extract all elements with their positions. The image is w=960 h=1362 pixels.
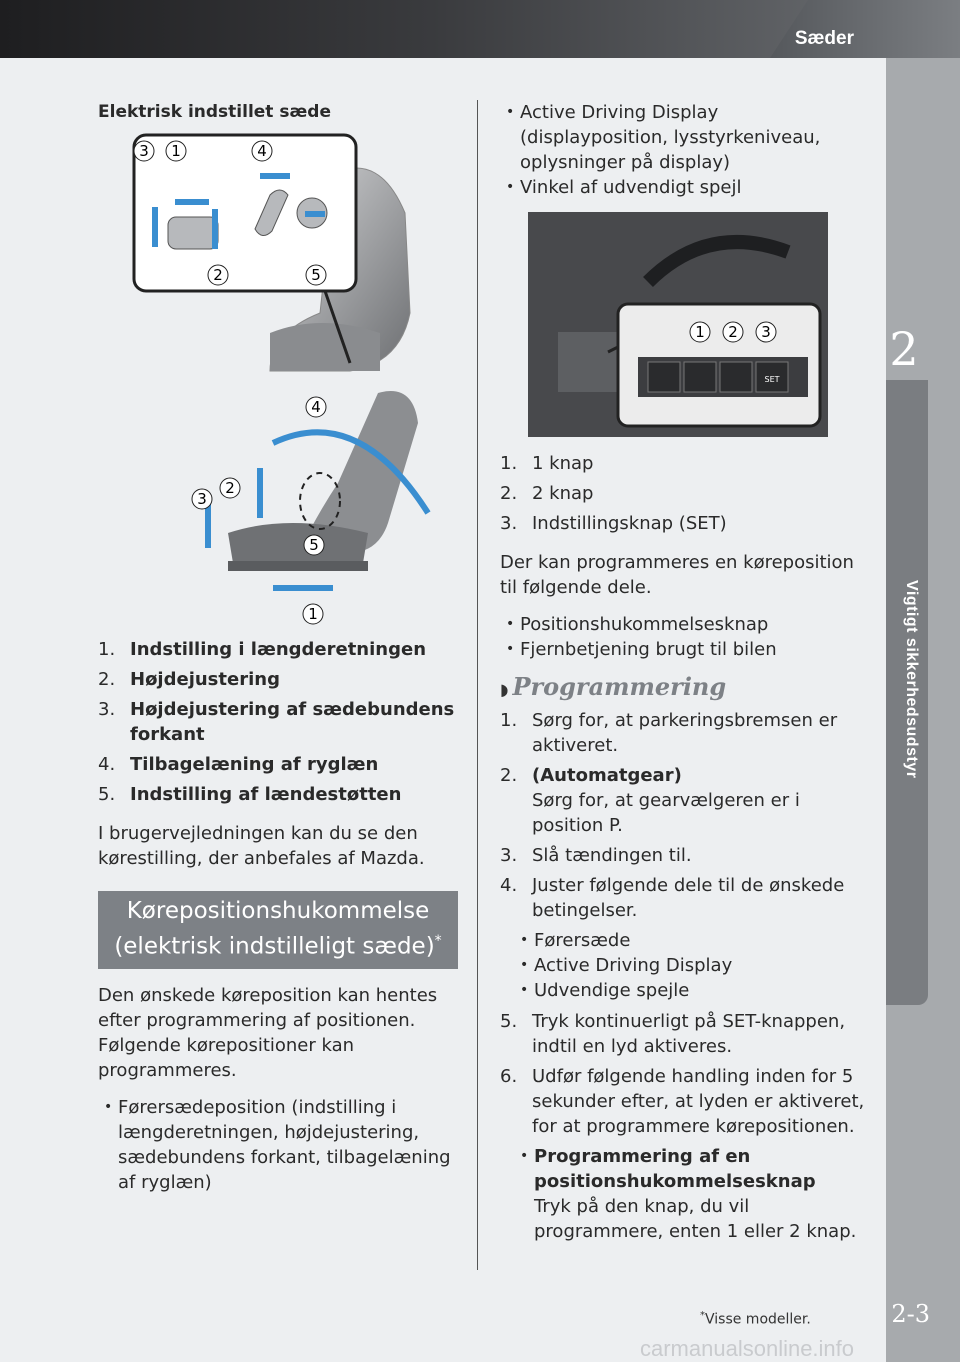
- seat-cushion-shape: [270, 323, 380, 371]
- chapter-title: Vigtigt sikkerhedsudstyr: [903, 580, 920, 779]
- callout-2: 2: [225, 479, 235, 497]
- memory-button-1: [684, 362, 716, 392]
- callout-5: 5: [311, 266, 321, 284]
- list-item: 5. Tryk kontinuerligt på SET-knappen, indtil en lyd aktiveres.: [500, 1011, 846, 1057]
- list-item: 2. 2 knap: [500, 483, 594, 504]
- memory-bullets: [98, 1095, 458, 1195]
- programming-steps: [500, 708, 870, 923]
- right-column: [500, 100, 870, 1244]
- list-item: • Førersædeposition (indstilling i længderetningen, højdejustering, sædebundens forkant, tilbagelæning af ryglæn): [98, 1095, 458, 1195]
- callout-3: 3: [197, 490, 207, 508]
- list-item: 4. Juster følgende dele til de ønskede betingelser.: [500, 875, 845, 921]
- subsection-heading: Elektrisk indstillet sæde: [98, 102, 331, 122]
- callout-1: 1: [695, 323, 705, 341]
- intro-text: Den ønskede køreposition kan hentes efter programmering af positionen. Følgende kørepositioner kan programmeres.: [98, 984, 438, 1081]
- program-intro: Der kan programmeres en køreposition til følgende dele.: [500, 552, 854, 598]
- step6-bullets: [514, 1144, 870, 1244]
- programming-heading: ◗ Programmering: [500, 672, 727, 701]
- column-divider: [477, 100, 478, 1270]
- seat-switch-shape: [168, 217, 218, 249]
- programming-steps-cont: [500, 1009, 870, 1139]
- list-item: 2. (Automatgear) Sørg for, at gearvælgeren er i position P.: [500, 765, 800, 836]
- set-button-label: SET: [764, 375, 780, 384]
- mirror-button-shape: [648, 362, 680, 392]
- footnote: *Visse modeller.: [700, 1310, 811, 1328]
- seat-adjustment-figure: [138, 383, 458, 633]
- section-heading: Kørepositionshukommelse (elektrisk indstilleligt sæde)*: [98, 891, 458, 969]
- callout-4: 4: [257, 142, 267, 160]
- chapter-number: 2: [889, 322, 919, 376]
- step4-bullets: [514, 928, 870, 1003]
- list-item: 6. Udfør følgende handling inden for 5 sekunder efter, at lyden er aktiveret, for at programmere kørepositionen.: [500, 1066, 865, 1137]
- list-item: • Active Driving Display (displayposition, lysstyrkeniveau, oplysninger på display): [500, 100, 870, 175]
- list-item: 5. Indstilling af lændestøtten: [98, 784, 402, 805]
- list-item: • Udvendige spejle: [514, 978, 870, 1003]
- list-item: 1. Indstilling i længderetningen: [98, 639, 427, 660]
- list-item: 1. 1 knap: [500, 453, 594, 474]
- callout-2: 2: [213, 266, 223, 284]
- list-item: 3. Slå tændingen til.: [500, 845, 692, 866]
- list-item: • Fjernbetjening brugt til bilen: [500, 637, 870, 662]
- seat-controls-figure: [120, 133, 440, 373]
- list-item: 4. Tilbagelæning af ryglæn: [98, 754, 379, 775]
- left-column: [98, 100, 458, 1195]
- watermark: carmanualsonline.info: [640, 1336, 855, 1361]
- list-item: • Førersæde: [514, 928, 870, 953]
- list-item: • Positionshukommelsesknap: [500, 612, 870, 637]
- memory-bullets-cont: [500, 100, 870, 200]
- seat-cushion-shape: [228, 523, 368, 563]
- section-title: Sæder: [794, 28, 854, 49]
- list-item: 3. Højdejustering af sædebundens forkant: [98, 699, 455, 745]
- button-list: [500, 451, 870, 536]
- memory-button-2: [720, 362, 752, 392]
- seat-adjustment-list: [98, 637, 458, 807]
- program-bullets: [500, 612, 870, 662]
- list-item: • Vinkel af udvendigt spejl: [500, 175, 870, 200]
- list-item: 1. Sørg for, at parkeringsbremsen er aktiveret.: [500, 710, 838, 756]
- callout-4: 4: [311, 398, 321, 416]
- callout-3: 3: [761, 323, 771, 341]
- callout-1: 1: [308, 605, 318, 623]
- page-number: 2-3: [891, 1300, 930, 1328]
- list-item: 3. Indstillingsknap (SET): [500, 513, 727, 534]
- note-text: I brugervejledningen kan du se den kørestilling, der anbefales af Mazda.: [98, 823, 425, 869]
- list-item: • Active Driving Display: [514, 953, 870, 978]
- list-item: 2. Højdejustering: [98, 669, 280, 690]
- memory-buttons-figure: [528, 212, 828, 437]
- callout-3: 3: [139, 142, 149, 160]
- callout-5: 5: [309, 536, 319, 554]
- heading-marker-icon: ◗: [500, 680, 509, 699]
- callout-1: 1: [171, 142, 181, 160]
- list-item: • Programmering af en positionshukommelsesknap Tryk på den knap, du vil programmere, enten 1 eller 2 knap.: [514, 1144, 870, 1244]
- callout-2: 2: [728, 323, 738, 341]
